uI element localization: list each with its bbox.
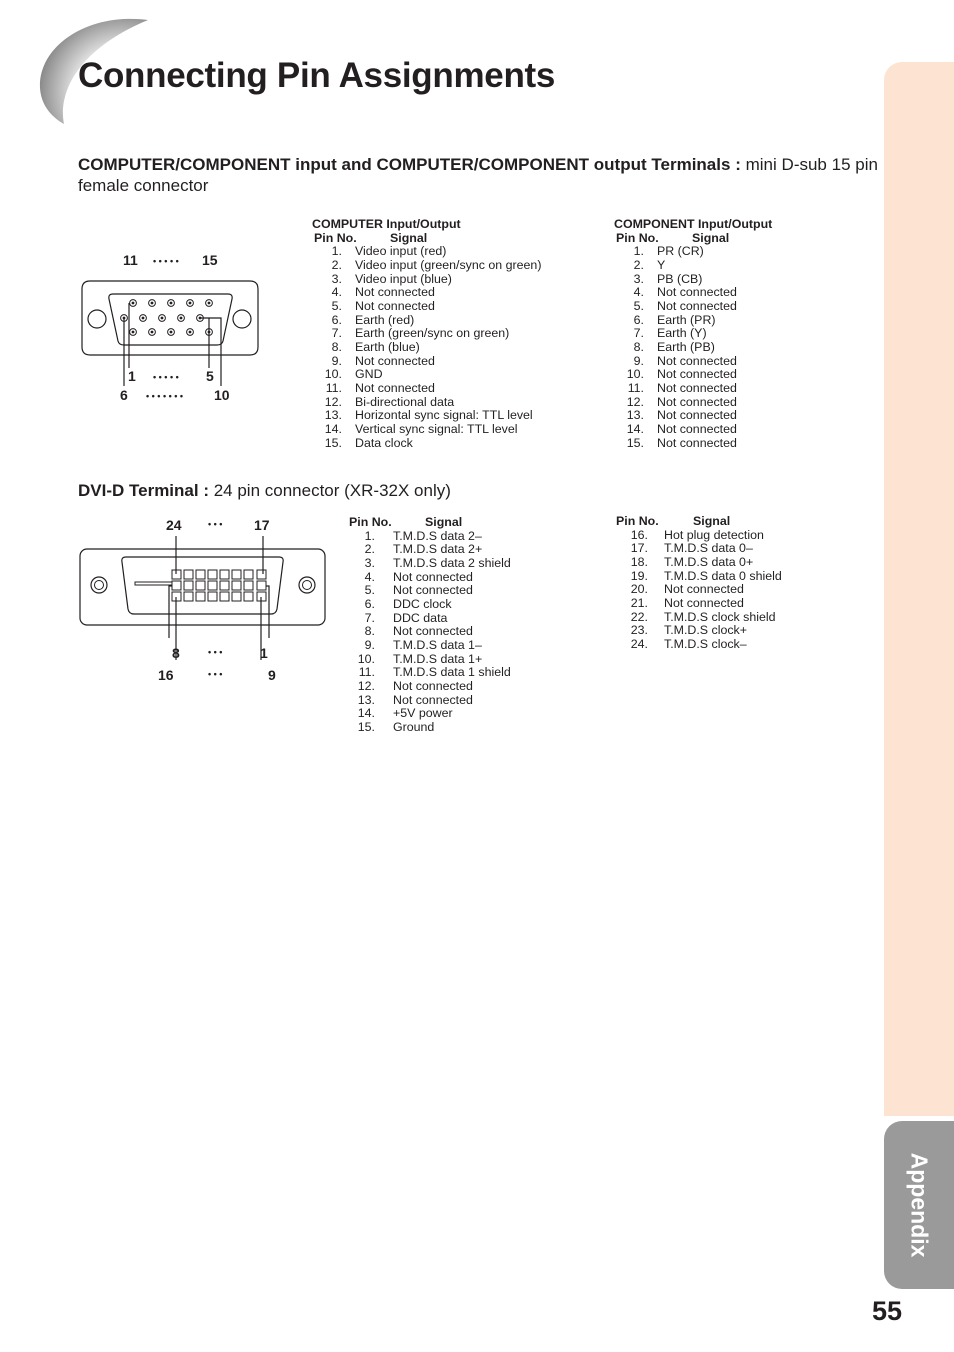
pin-number: 3. [331, 271, 342, 286]
pin-signal: Not connected [355, 353, 435, 368]
dvi-screw-left [91, 577, 107, 593]
pin-row [616, 570, 782, 584]
pin-signal: Not connected [355, 298, 435, 313]
pin-signal: Not connected [664, 582, 744, 597]
pin-row [614, 327, 772, 341]
pin-number: 24. [630, 636, 648, 651]
label-dots-top: • • • • • [153, 256, 179, 266]
label-dots-top: • • • [208, 519, 223, 529]
pin-number: 9. [633, 353, 644, 368]
pin-number: 10. [357, 651, 375, 666]
pin-signal: T.M.D.S data 0+ [664, 554, 754, 569]
pin-number: 11. [325, 380, 342, 395]
pin-number: 17. [630, 541, 648, 556]
pin-signal: Ground [393, 719, 435, 734]
pin-signal: Not connected [657, 298, 737, 313]
label-pin-5: 5 [206, 368, 214, 384]
pin-signal: Not connected [393, 583, 473, 598]
pin-number: 6. [364, 596, 375, 611]
pin-row [614, 314, 772, 328]
pin-signal: T.M.D.S data 2 shield [393, 555, 511, 570]
dvi-heading-rest: 24 pin connector (XR-32X only) [208, 481, 451, 500]
dvi-section-heading [78, 480, 878, 501]
pin-signal: +5V power [393, 706, 453, 721]
label-pin-9: 9 [268, 667, 276, 683]
label-pin-16: 16 [158, 667, 174, 683]
pin-number: 4. [633, 285, 644, 300]
pin-signal: DDC data [393, 610, 448, 625]
dsub-pins [121, 300, 213, 336]
component-rows [614, 245, 772, 450]
pin-row [614, 259, 772, 273]
pin-row [614, 300, 772, 314]
page-number: 55 [872, 1296, 903, 1326]
component-pin-table [614, 218, 772, 450]
pin-signal: PR (CR) [657, 244, 704, 259]
sidebar-tab-label: Appendix [906, 1152, 933, 1258]
pin-number: 16. [630, 527, 648, 542]
pin-signal: T.M.D.S data 2+ [393, 542, 483, 557]
dvi-heading-bold: DVI-D Terminal : [78, 481, 209, 500]
pin-number: 8. [633, 339, 644, 354]
pin-number: 15. [357, 719, 375, 734]
component-col-pin: Pin No. [616, 230, 659, 245]
pin-signal: Not connected [393, 678, 473, 693]
pin-row [616, 556, 782, 570]
pin-row [349, 694, 511, 708]
component-col-signal: Signal [692, 230, 730, 245]
pin-row [349, 530, 511, 544]
pin-signal: Earth (Y) [657, 326, 707, 341]
dvi-b-col-signal: Signal [693, 514, 731, 528]
computer-pin-table [312, 218, 541, 450]
pin-row [312, 409, 541, 423]
pin-number: 11. [627, 380, 644, 395]
dvi-screw-right [299, 577, 315, 593]
pin-row [312, 327, 541, 341]
computer-table-caption: COMPUTER Input/Output [312, 217, 461, 231]
label-dots-bottom: • • • • • • • [146, 391, 184, 401]
pin-number: 23. [630, 623, 648, 638]
pin-signal: PB (CB) [657, 271, 703, 286]
pin-signal: Not connected [664, 595, 744, 610]
pin-signal: Not connected [657, 435, 737, 450]
pin-signal: Not connected [355, 380, 435, 395]
pin-signal: T.M.D.S data 1 shield [393, 665, 511, 680]
pin-number: 1. [633, 244, 644, 259]
pin-row [614, 396, 772, 410]
pin-signal: Earth (red) [355, 312, 415, 327]
pin-signal: Hot plug detection [664, 527, 764, 542]
pin-number: 7. [364, 610, 375, 625]
pin-signal: Y [657, 257, 666, 272]
dvi-pin-table-2 [616, 515, 782, 652]
pin-number: 14. [324, 421, 342, 436]
pin-row [614, 341, 772, 355]
pin-signal: Vertical sync signal: TTL level [355, 421, 518, 436]
pin-signal: Not connected [657, 421, 737, 436]
pin-row [312, 341, 541, 355]
pin-signal: T.M.D.S clock– [664, 636, 747, 651]
pin-signal: GND [355, 367, 383, 382]
pin-signal: Not connected [657, 394, 737, 409]
pin-row [349, 584, 511, 598]
pin-signal: Not connected [393, 569, 473, 584]
pin-signal: T.M.D.S data 1+ [393, 651, 483, 666]
dvi-pin-table-1 [349, 516, 511, 735]
pin-number: 11. [358, 665, 375, 680]
pin-number: 10. [626, 367, 644, 382]
pin-signal: Video input (red) [355, 244, 447, 259]
pin-signal: T.M.D.S data 0– [664, 541, 753, 556]
dvi-pin-grid [172, 570, 266, 601]
label-pin-15: 15 [202, 252, 218, 268]
vga-heading-bold: COMPUTER/COMPONENT input and COMPUTER/COMPONENT output Terminals : [78, 155, 741, 174]
page-title: Connecting Pin Assignments [78, 56, 556, 95]
pin-row [349, 598, 511, 612]
pin-signal: T.M.D.S data 2– [393, 528, 482, 543]
pin-row [349, 571, 511, 585]
pin-number: 12. [357, 678, 375, 693]
label-pin-17: 17 [254, 517, 270, 533]
pin-signal: Bi-directional data [355, 394, 455, 409]
label-pin-24: 24 [166, 517, 182, 533]
pin-signal: Not connected [657, 367, 737, 382]
pin-number: 15. [324, 435, 342, 450]
pin-number: 7. [331, 326, 342, 341]
pin-row [614, 273, 772, 287]
pin-row [614, 355, 772, 369]
dvi-b-col-pin: Pin No. [616, 514, 659, 528]
pin-number: 2. [364, 542, 375, 557]
pin-number: 8. [364, 624, 375, 639]
pin-row [312, 314, 541, 328]
pin-row [312, 259, 541, 273]
pin-row [349, 639, 511, 653]
pin-number: 13. [357, 692, 375, 707]
pin-number: 9. [364, 637, 375, 652]
pin-number: 14. [357, 706, 375, 721]
pin-signal: Earth (PR) [657, 312, 716, 327]
pin-row [616, 529, 782, 543]
pin-signal: Earth (blue) [355, 339, 420, 354]
pin-number: 14. [626, 421, 644, 436]
pin-row [614, 368, 772, 382]
pin-row [312, 396, 541, 410]
pin-number: 12. [324, 394, 342, 409]
pin-signal: Not connected [657, 285, 737, 300]
pin-signal: Not connected [657, 408, 737, 423]
pin-number: 2. [633, 257, 644, 272]
pin-row [312, 368, 541, 382]
pin-number: 6. [331, 312, 342, 327]
pin-row [349, 707, 511, 721]
pin-signal: Earth (green/sync on green) [355, 326, 510, 341]
label-pin-11: 11 [123, 252, 138, 268]
pin-row [312, 300, 541, 314]
pin-row [312, 437, 541, 451]
pin-row [312, 273, 541, 287]
pin-signal: DDC clock [393, 596, 452, 611]
label-pin-1: 1 [128, 368, 136, 384]
pin-number: 22. [630, 609, 648, 624]
pin-signal: Not connected [657, 353, 737, 368]
pin-row [312, 423, 541, 437]
vga-heading-rest: mini D-sub 15 pin female connector [78, 155, 878, 195]
label-dots-mid: • • • • • [153, 372, 179, 382]
pin-signal: Not connected [393, 692, 473, 707]
computer-rows [312, 245, 541, 450]
dvi-d-connector-diagram [76, 510, 330, 688]
label-dots-bottom: • • • [208, 669, 223, 679]
pin-signal: T.M.D.S clock shield [664, 609, 776, 624]
label-dots-mid: • • • [208, 647, 223, 657]
dvi-b-rows [616, 529, 782, 652]
label-pin-10: 10 [214, 387, 230, 403]
pin-number: 2. [331, 257, 342, 272]
pin-row [616, 542, 782, 556]
pin-number: 5. [364, 583, 375, 598]
computer-col-pin: Pin No. [314, 230, 357, 245]
pin-number: 10. [324, 367, 342, 382]
pin-number: 1. [364, 528, 375, 543]
pin-row [614, 382, 772, 396]
dsub15-connector-diagram [76, 246, 266, 408]
pin-signal: Not connected [657, 380, 737, 395]
pin-signal: T.M.D.S data 1– [393, 637, 482, 652]
pin-number: 19. [630, 568, 648, 583]
pin-row [312, 382, 541, 396]
label-pin-6: 6 [120, 387, 128, 403]
pin-signal: Video input (blue) [355, 271, 452, 286]
pin-number: 13. [324, 408, 342, 423]
pin-row [349, 721, 511, 735]
pin-signal: Horizontal sync signal: TTL level [355, 408, 533, 423]
pin-row [349, 653, 511, 667]
pin-row [349, 557, 511, 571]
pin-number: 7. [633, 326, 644, 341]
pin-row [616, 638, 782, 652]
pin-number: 18. [630, 554, 648, 569]
pin-row [312, 355, 541, 369]
pin-row [349, 666, 511, 680]
pin-number: 21. [630, 595, 648, 610]
pin-signal: T.M.D.S data 0 shield [664, 568, 782, 583]
pin-row [349, 612, 511, 626]
pin-row [312, 245, 541, 259]
vga-section-heading [78, 154, 878, 196]
pin-number: 6. [633, 312, 644, 327]
pin-number: 3. [633, 271, 644, 286]
pin-row [614, 286, 772, 300]
label-pin-1: 1 [260, 645, 268, 661]
dsub-screw-left [88, 310, 106, 328]
pin-signal: T.M.D.S clock+ [664, 623, 747, 638]
pin-row [616, 624, 782, 638]
pin-row [614, 409, 772, 423]
pin-row [616, 583, 782, 597]
pin-row [616, 611, 782, 625]
pin-number: 5. [331, 298, 342, 313]
pin-row [616, 597, 782, 611]
pin-number: 4. [364, 569, 375, 584]
computer-col-signal: Signal [390, 230, 428, 245]
pin-number: 4. [331, 285, 342, 300]
pin-row [349, 625, 511, 639]
dsub-screw-right [233, 310, 251, 328]
pin-signal: Not connected [393, 624, 473, 639]
pin-signal: Video input (green/sync on green) [355, 257, 542, 272]
pin-number: 15. [626, 435, 644, 450]
pin-signal: Data clock [355, 435, 413, 450]
component-table-caption: COMPONENT Input/Output [614, 217, 773, 231]
pin-signal: Earth (PB) [657, 339, 715, 354]
pin-number: 5. [633, 298, 644, 313]
dvi-a-col-signal: Signal [425, 515, 463, 529]
dvi-flat-blade [135, 582, 173, 585]
label-pin-8: 8 [172, 645, 180, 661]
pin-number: 3. [364, 555, 375, 570]
dvi-a-col-pin: Pin No. [349, 515, 392, 529]
pin-row [614, 423, 772, 437]
sidebar-color-band [884, 62, 954, 1116]
pin-number: 9. [331, 353, 342, 368]
pin-number: 1. [331, 244, 342, 259]
pin-number: 12. [626, 394, 644, 409]
pin-row [349, 680, 511, 694]
dsub-shell [82, 281, 258, 355]
pin-number: 13. [626, 408, 644, 423]
pin-row [349, 543, 511, 557]
dvi-a-rows [349, 530, 511, 735]
pin-number: 20. [630, 582, 648, 597]
pin-row [312, 286, 541, 300]
pin-number: 8. [331, 339, 342, 354]
pin-row [614, 437, 772, 451]
pin-row [614, 245, 772, 259]
pin-signal: Not connected [355, 285, 435, 300]
